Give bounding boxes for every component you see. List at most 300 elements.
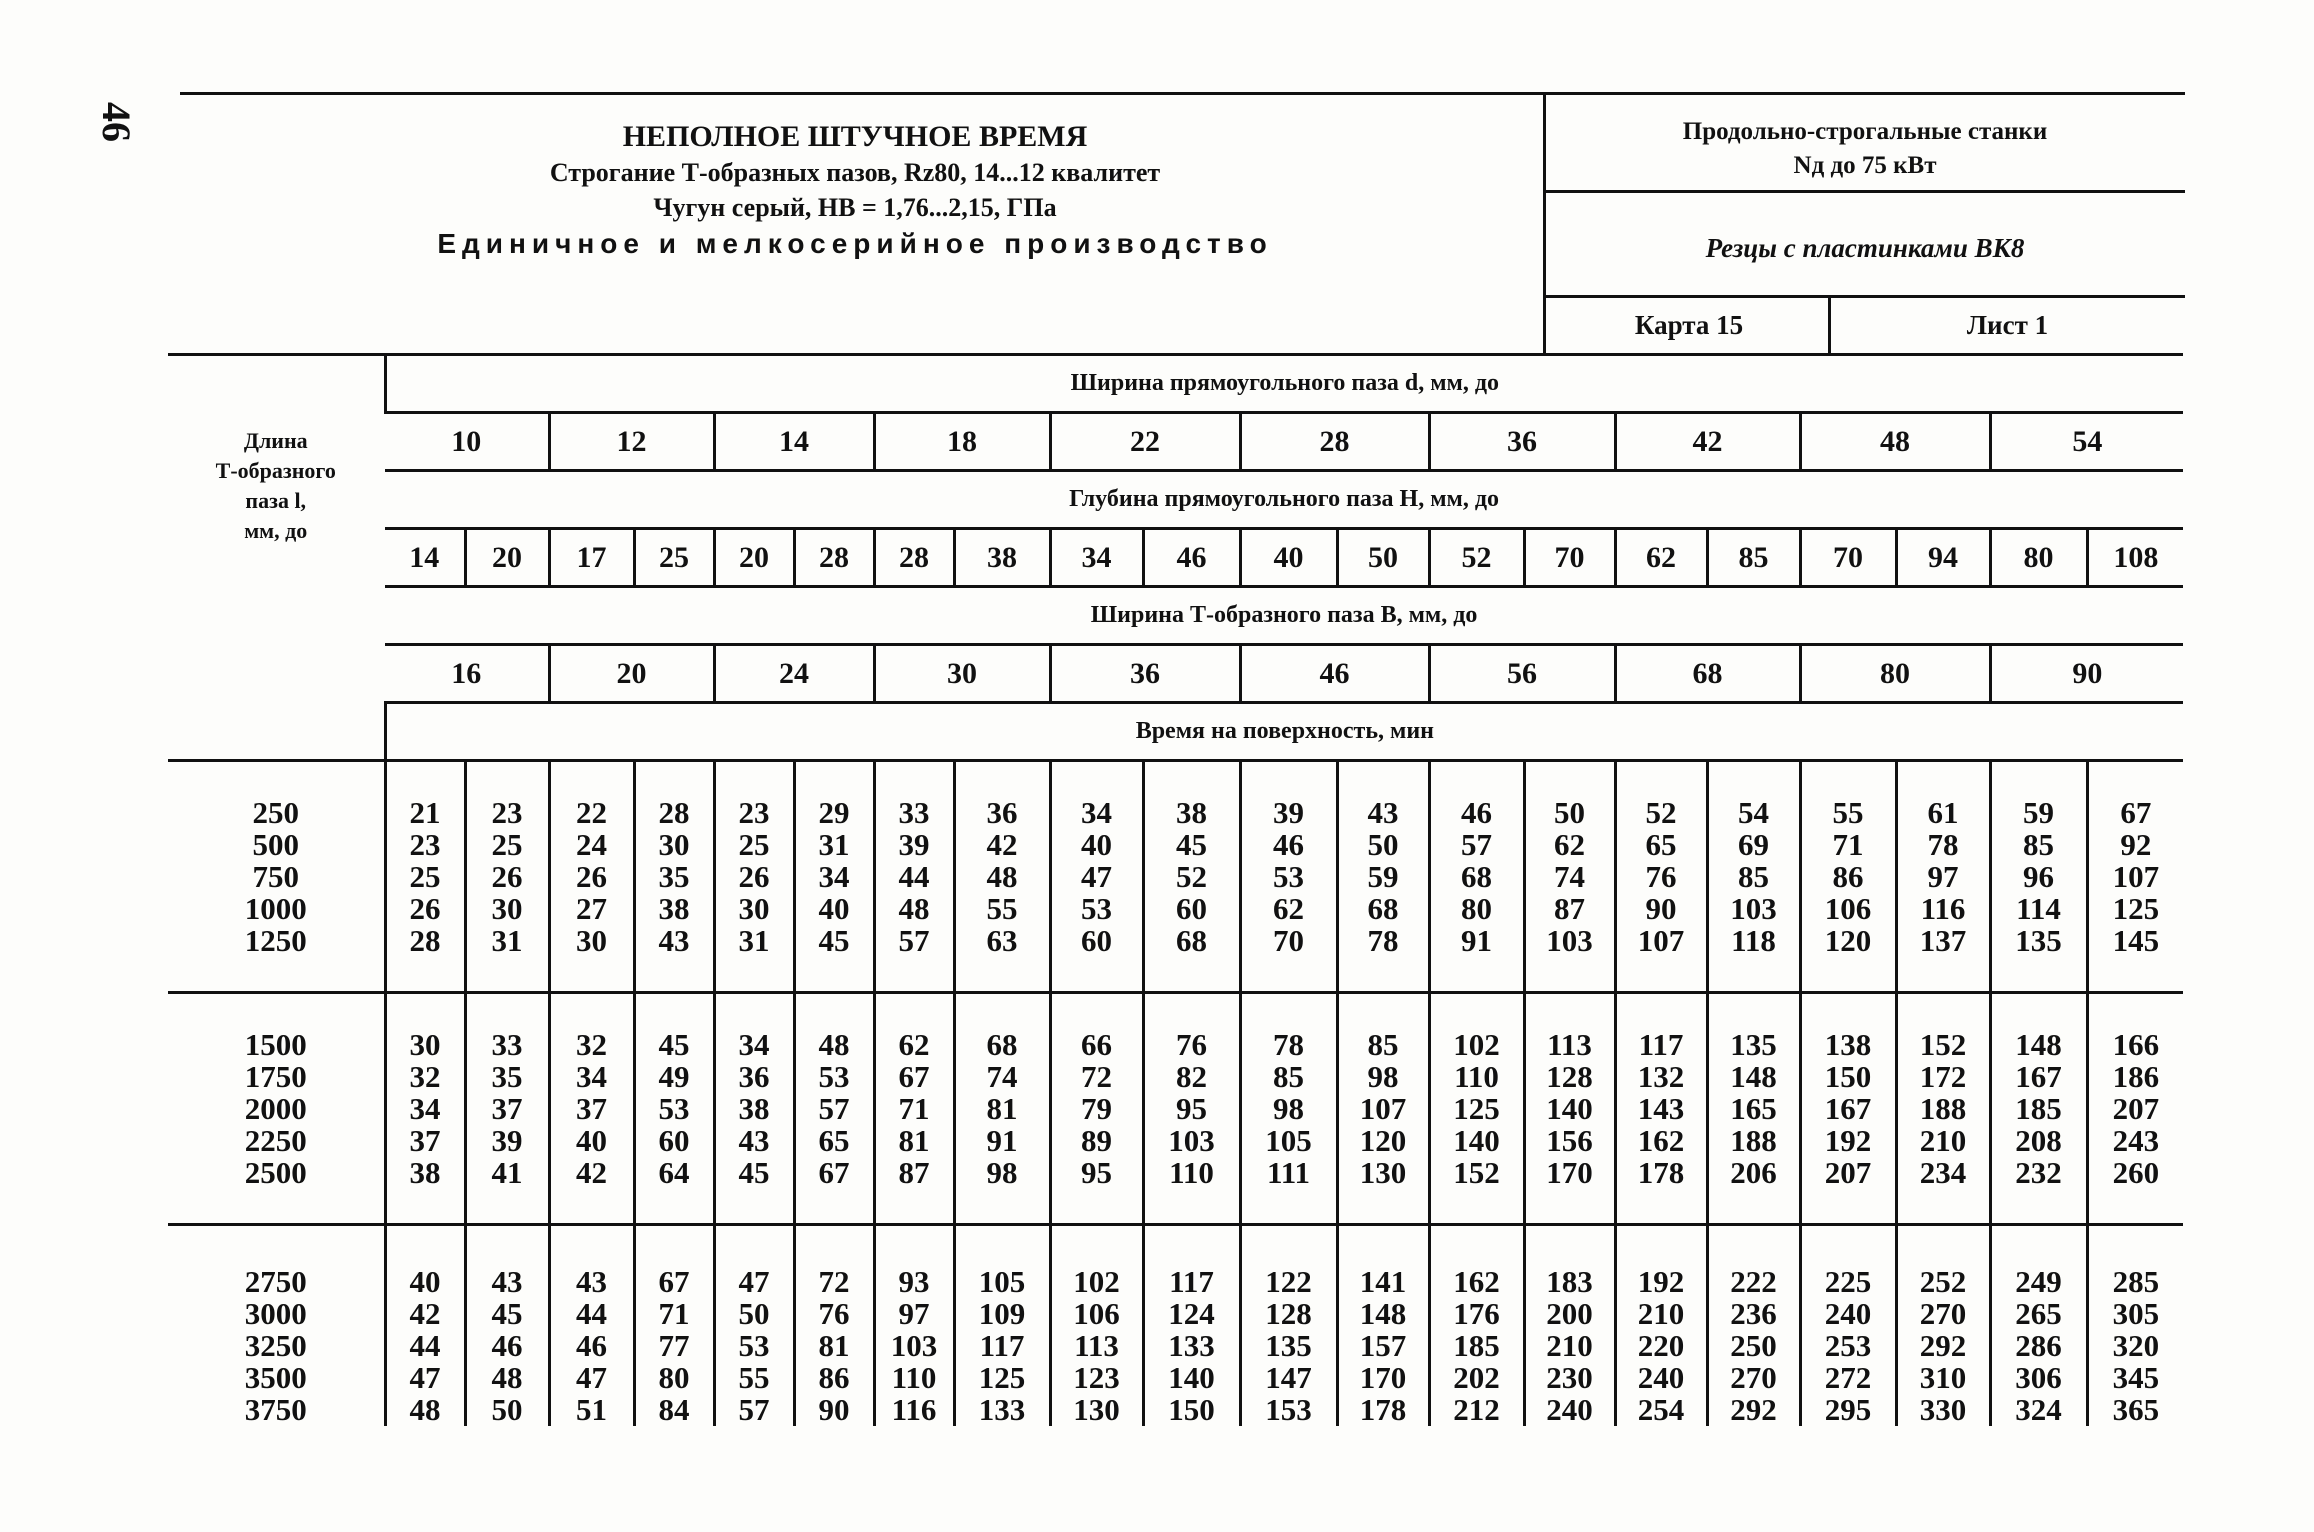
time-value: 270 [1919,1296,1967,1331]
time-value: 77 [658,1328,690,1363]
time-value: 34 [1081,794,1112,830]
time-value: 170 [1546,1154,1593,1190]
time-value: 47 [738,1264,770,1299]
time-value: 57 [738,1392,770,1427]
time-value: 162 [1453,1264,1500,1299]
length-values-cell [168,993,385,1225]
time-value: 64 [658,1154,690,1190]
time-values-cell [1990,993,2087,1225]
time-value: 292 [1919,1328,1967,1363]
time-value: 37 [576,1090,607,1126]
time-value: 208 [2015,1122,2062,1158]
machine-type: Продольно-строгальные станки [1682,118,2048,145]
time-values-cell [1896,993,1990,1225]
time-values-cell [1896,1225,1990,1427]
time-value: 320 [2112,1328,2160,1363]
time-value: 30 [491,890,523,926]
time-value: 43 [658,922,690,958]
time-value: 140 [1168,1360,1215,1395]
time-value: 25 [491,826,523,862]
time-value: 50 [491,1392,523,1427]
time-value: 34 [409,1090,441,1126]
time-value: 102 [1453,1026,1500,1062]
time-value: 98 [986,1154,1018,1190]
time-value: 50 [1367,826,1399,862]
time-value: 85 [1738,858,1769,894]
time-value: 202 [1453,1360,1500,1395]
time-value: 26 [491,858,523,894]
time-value: 141 [1359,1264,1407,1299]
time-value: 45 [818,922,850,958]
time-values-cell [1800,761,1896,993]
time-value: 48 [986,858,1018,894]
time-value: 110 [1454,1058,1499,1094]
time-values-cell [1429,1225,1524,1427]
time-value: 95 [1081,1154,1112,1190]
time-value: 53 [1081,890,1112,926]
time-value: 55 [1832,794,1864,830]
time-values-cell [1050,1225,1143,1427]
time-value: 103 [890,1328,938,1363]
time-value: 80 [658,1360,690,1395]
time-values-cell [714,761,794,993]
time-value: 67 [658,1264,690,1299]
time-value: 138 [1824,1026,1872,1062]
card-number: Карта 15 [1634,310,1744,340]
doc-title: НЕПОЛНОЕ ШТУЧНОЕ ВРЕМЯ [622,120,1088,153]
h-value-cell: 40 [1240,529,1337,587]
time-value: 107 [1637,922,1685,958]
time-value: 330 [1919,1392,1967,1427]
table-row [168,761,2183,993]
time-value: 240 [1824,1296,1872,1331]
doc-subtitle: Строгание Т-образных пазов, Rz80, 14...12 квалитет [549,158,1161,187]
time-value: 45 [1176,826,1207,862]
time-header: Время на поверхность, мин [385,703,2183,761]
time-value: 120 [1824,922,1872,958]
time-value: 52 [1176,858,1207,894]
time-value: 295 [1824,1392,1872,1427]
time-values-cell [1143,761,1240,993]
time-value: 1250 [244,922,307,958]
b-value-cell: 30 [874,645,1050,703]
time-value: 84 [658,1392,690,1427]
time-value: 166 [2112,1026,2160,1062]
time-value: 23 [738,794,770,830]
time-value: 135 [1265,1328,1312,1363]
time-value: 135 [2015,922,2062,958]
time-values-cell [1143,1225,1240,1427]
time-value: 117 [1169,1264,1214,1299]
time-value: 41 [491,1154,523,1190]
time-value: 67 [818,1154,850,1190]
time-value: 1000 [244,890,307,926]
time-value: 76 [818,1296,850,1331]
time-value: 750 [252,858,299,894]
h-values-row [168,529,2183,587]
time-value: 305 [2112,1296,2160,1331]
time-value: 59 [2023,794,2054,830]
time-value: 78 [1273,1026,1304,1062]
time-values-cell [714,993,794,1225]
time-value: 42 [576,1154,607,1190]
time-values-cell [1240,761,1337,993]
time-value: 43 [1367,794,1399,830]
time-value: 38 [738,1090,770,1126]
time-value: 285 [2112,1264,2160,1299]
time-values-cell [954,993,1050,1225]
time-value: 60 [1081,922,1112,958]
time-value: 150 [1168,1392,1215,1427]
time-values-cell [1337,1225,1429,1427]
time-value: 165 [1730,1090,1777,1126]
table-row [168,1225,2183,1427]
d-value-cell: 10 [385,413,549,471]
time-value: 29 [818,794,850,830]
time-value: 68 [1367,890,1399,926]
h-value-cell: 50 [1337,529,1429,587]
time-value: 250 [1730,1328,1777,1363]
time-value: 116 [1920,890,1966,926]
time-values-cell [634,761,714,993]
time-values-cell [794,993,874,1225]
b-value-cell: 68 [1615,645,1800,703]
time-value: 87 [898,1154,930,1190]
time-value: 50 [1554,794,1585,830]
time-value: 117 [979,1328,1025,1363]
time-values-cell [549,1225,634,1427]
d-value-cell: 36 [1429,413,1615,471]
time-value: 167 [2015,1058,2062,1094]
time-value: 98 [1273,1090,1304,1126]
time-value: 33 [491,1026,523,1062]
length-values-cell [168,1225,385,1427]
time-values-cell [1707,993,1800,1225]
time-value: 40 [409,1264,441,1299]
time-value: 148 [1730,1058,1777,1094]
time-value: 46 [1273,826,1304,862]
time-value: 207 [1824,1154,1872,1190]
time-value: 47 [409,1360,441,1395]
time-values-cell [874,761,954,993]
time-value: 39 [898,826,930,862]
time-value: 61 [1927,794,1959,830]
time-value: 67 [2120,794,2152,830]
time-values-cell [1050,993,1143,1225]
time-values-cell [1615,1225,1707,1427]
time-value: 107 [1359,1090,1407,1126]
time-value: 2000 [244,1090,307,1126]
time-value: 140 [1546,1090,1593,1126]
page-number: 46 [94,102,139,142]
time-values-cell [385,1225,465,1427]
time-value: 46 [491,1328,523,1363]
time-value: 3500 [244,1360,307,1395]
time-table [168,353,2183,1426]
time-values-cell [714,1225,794,1427]
time-value: 60 [658,1122,690,1158]
time-value: 365 [2112,1392,2160,1427]
h-value-cell: 46 [1143,529,1240,587]
time-value: 71 [658,1296,690,1331]
d-value-cell: 28 [1240,413,1429,471]
h-value-cell: 62 [1615,529,1707,587]
h-value-cell: 34 [1050,529,1143,587]
h-value-cell: 52 [1429,529,1524,587]
time-value: 43 [491,1264,523,1299]
time-value: 111 [1266,1154,1311,1190]
time-value: 210 [1546,1328,1593,1363]
time-value: 106 [1073,1296,1120,1331]
b-value-cell: 36 [1050,645,1240,703]
time-value: 95 [1176,1090,1207,1126]
time-value: 42 [986,826,1018,862]
b-value-cell: 80 [1800,645,1990,703]
time-values-cell [1800,993,1896,1225]
time-value: 55 [986,890,1018,926]
time-value: 117 [1638,1026,1684,1062]
h-value-cell: 14 [385,529,465,587]
time-value: 32 [576,1026,607,1062]
time-value: 43 [576,1264,607,1299]
time-value: 167 [1824,1090,1872,1126]
time-value: 71 [1832,826,1864,862]
time-value: 156 [1546,1122,1593,1158]
production-type: Единичное и мелкосерийное производство [437,228,1273,259]
time-values-cell [1990,761,2087,993]
time-value: 38 [409,1154,441,1190]
time-value: 272 [1824,1360,1872,1395]
time-value: 81 [898,1122,930,1158]
time-value: 140 [1453,1122,1500,1158]
time-value: 222 [1730,1264,1777,1299]
time-value: 125 [1453,1090,1500,1126]
time-value: 26 [576,858,607,894]
b-header: Ширина Т-образного паза В, мм, до [385,587,2183,645]
time-value: 40 [576,1122,607,1158]
time-value: 113 [1074,1328,1119,1363]
time-value: 97 [1927,858,1959,894]
b-value-cell: 24 [714,645,874,703]
h-value-cell: 70 [1524,529,1615,587]
time-values-cell [1240,993,1337,1225]
time-value: 81 [986,1090,1018,1126]
time-value: 152 [1919,1026,1967,1062]
b-value-cell: 20 [549,645,714,703]
time-value: 200 [1546,1296,1593,1331]
time-value: 72 [818,1264,850,1299]
machine-power: Nд до 75 кВт [1793,152,1937,179]
time-value: 65 [818,1122,850,1158]
time-value: 120 [1359,1122,1407,1158]
time-value: 62 [1273,890,1304,926]
time-value: 132 [1637,1058,1685,1094]
time-value: 34 [738,1026,770,1062]
h-value-cell: 17 [549,529,634,587]
time-value: 85 [1273,1058,1304,1094]
time-values-cell [1143,993,1240,1225]
time-value: 113 [1547,1026,1592,1062]
right-box-rule-1 [1543,190,2185,193]
time-value: 254 [1637,1392,1685,1427]
time-value: 78 [1367,922,1399,958]
time-value: 133 [1168,1328,1215,1363]
time-values-cell [794,1225,874,1427]
time-value: 103 [1730,890,1777,926]
h-value-cell: 94 [1896,529,1990,587]
time-value: 81 [818,1328,850,1363]
time-values-cell [794,761,874,993]
time-value: 106 [1824,890,1872,926]
time-value: 240 [1546,1392,1593,1427]
time-value: 116 [891,1392,937,1427]
time-values-cell [1429,993,1524,1225]
time-value: 86 [818,1360,850,1395]
time-value: 260 [2112,1154,2160,1190]
time-value: 148 [2015,1026,2062,1062]
time-values-cell [465,993,549,1225]
time-value: 253 [1824,1328,1872,1363]
time-values-cell [385,761,465,993]
time-value: 206 [1730,1154,1777,1190]
time-value: 35 [658,858,690,894]
time-values-cell [1615,993,1707,1225]
time-value: 207 [2112,1090,2160,1126]
time-value: 26 [738,858,770,894]
time-value: 147 [1265,1360,1312,1395]
time-value: 50 [738,1296,770,1331]
time-value: 220 [1637,1328,1685,1363]
time-value: 103 [1546,922,1593,958]
time-value: 130 [1359,1154,1407,1190]
sheet-number: Лист 1 [1966,310,2049,340]
time-values-cell [1615,761,1707,993]
time-value: 62 [1554,826,1585,862]
time-value: 232 [2015,1154,2062,1190]
time-value: 48 [818,1026,850,1062]
row-label-cell [168,355,385,703]
time-value: 79 [1081,1090,1112,1126]
time-value: 270 [1730,1360,1777,1395]
time-value: 44 [409,1328,441,1363]
time-value: 72 [1081,1058,1112,1094]
time-value: 122 [1265,1264,1312,1299]
time-value: 1500 [244,1026,307,1062]
time-value: 148 [1359,1296,1407,1331]
time-value: 249 [2015,1264,2062,1299]
time-value: 185 [2015,1090,2062,1126]
time-value: 3250 [244,1328,307,1363]
h-value-cell: 38 [954,529,1050,587]
b-values-row [168,645,2183,703]
time-value: 68 [1176,922,1207,958]
time-value: 225 [1824,1264,1872,1299]
card-sheet-divider [1828,295,1831,353]
time-values-cell [465,1225,549,1427]
time-values-cell [874,1225,954,1427]
time-value: 67 [898,1058,930,1094]
time-value: 42 [409,1296,441,1331]
b-value-cell: 46 [1240,645,1429,703]
time-value: 310 [1919,1360,1967,1395]
h-value-cell: 80 [1990,529,2087,587]
time-value: 500 [252,826,299,862]
time-value: 91 [1461,922,1492,958]
time-value: 38 [658,890,690,926]
time-values-cell [954,761,1050,993]
d-value-cell: 54 [1990,413,2183,471]
row-label-line: паза l, [245,488,307,513]
time-value: 59 [1367,858,1399,894]
time-value: 57 [818,1090,850,1126]
time-value: 27 [576,890,607,926]
time-value: 74 [1554,858,1585,894]
time-values-cell [2087,761,2183,993]
time-value: 48 [409,1392,441,1427]
time-value: 185 [1453,1328,1500,1363]
time-value: 157 [1359,1328,1407,1363]
time-value: 57 [1461,826,1492,862]
time-value: 37 [409,1122,441,1158]
time-value: 36 [986,794,1018,830]
time-value: 62 [898,1026,930,1062]
time-value: 137 [1919,922,1967,958]
time-value: 22 [576,794,607,830]
table-row [168,993,2183,1225]
time-value: 31 [738,922,770,958]
time-value: 45 [658,1026,690,1062]
h-value-cell: 20 [465,529,549,587]
time-value: 2250 [244,1122,307,1158]
time-value: 1750 [244,1058,307,1094]
time-value: 152 [1453,1154,1500,1190]
time-values-cell [1524,993,1615,1225]
time-value: 188 [1919,1090,1967,1126]
time-value: 66 [1081,1026,1112,1062]
material-line: Чугун серый, НВ = 1,76...2,15, ГПа [653,193,1057,222]
time-value: 128 [1546,1058,1593,1094]
time-values-cell [1429,761,1524,993]
time-values-cell [1800,1225,1896,1427]
time-value: 324 [2015,1392,2062,1427]
time-values-cell [549,761,634,993]
d-value-cell: 18 [874,413,1050,471]
h-value-cell: 28 [794,529,874,587]
time-value: 93 [898,1264,930,1299]
time-value: 186 [2112,1058,2160,1094]
time-values-cell [2087,993,2183,1225]
time-value: 96 [2023,858,2054,894]
time-value: 105 [978,1264,1026,1299]
time-value: 243 [2112,1122,2160,1158]
d-values-row [168,413,2183,471]
d-value-cell: 42 [1615,413,1800,471]
time-value: 38 [1176,794,1207,830]
time-value: 212 [1453,1392,1500,1427]
d-value-cell: 48 [1800,413,1990,471]
time-value: 28 [409,922,441,958]
time-value: 250 [252,794,299,830]
time-value: 48 [491,1360,523,1395]
time-value: 45 [738,1154,770,1190]
time-value: 98 [1367,1058,1399,1094]
time-value: 306 [2015,1360,2062,1395]
time-value: 90 [1645,890,1677,926]
time-value: 153 [1265,1392,1312,1427]
time-value: 82 [1176,1058,1207,1094]
time-values-cell [465,761,549,993]
time-value: 114 [2016,890,2061,926]
